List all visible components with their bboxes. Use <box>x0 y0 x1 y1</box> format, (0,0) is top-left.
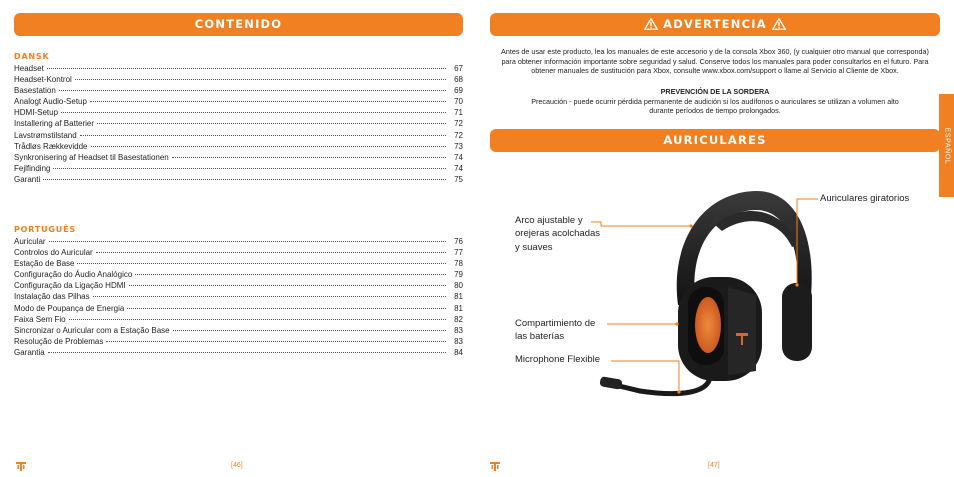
toc-leader-dots <box>96 252 446 253</box>
toc-entry-label: Garantia <box>14 347 45 357</box>
toc-leader-dots <box>69 319 446 320</box>
page-number-right: [47] <box>708 462 720 469</box>
toc-entry-label: Headset <box>14 64 44 73</box>
toc-entry-label: Configuração da Ligação HDMI <box>14 281 126 291</box>
callout-headband <box>515 214 600 254</box>
safety-notice-line: para obtener información importante sobre seguridad y salud. Conserve todos los manuales para poder consultarlos en el futuro. Para <box>501 56 929 66</box>
toc-entry-page: 69 <box>454 86 463 96</box>
toc-leader-dots <box>47 68 446 69</box>
page-number-left: [46] <box>231 462 243 469</box>
safety-notice-line: obtener manuales de sustitución para Xbox, consulte www.xbox.com/support o llame al Servicio al Cliente de Xbox. <box>531 66 899 76</box>
brand-logo-icon <box>16 462 26 471</box>
language-side-tab-label: ESPAÑOL <box>943 127 950 164</box>
toc-entry-page: 80 <box>454 281 463 291</box>
toc-leader-dots <box>53 168 446 169</box>
toc-entry <box>14 236 463 247</box>
toc-entry-label: Fejlfinding <box>14 163 51 173</box>
toc-entry-label: Basestation <box>14 86 56 96</box>
toc-entry <box>14 347 463 358</box>
toc-entry-page: 83 <box>454 336 463 346</box>
callout-line-headband <box>591 222 691 226</box>
toc-entry-page: 72 <box>454 119 463 129</box>
toc-entry-page: 81 <box>454 292 463 302</box>
callout-line: las baterías <box>515 331 565 343</box>
callout-line: y suaves <box>515 241 553 253</box>
section-title-portugues: PORTUGUÊS <box>14 225 76 234</box>
toc-leader-dots <box>106 341 446 342</box>
toc-entry-label: Faixa Sem Fio <box>14 314 66 324</box>
toc-entry <box>14 291 463 302</box>
toc-entry <box>14 280 463 291</box>
toc-leader-dots <box>127 308 446 309</box>
toc-entry <box>14 163 463 174</box>
toc-entry-label: Modo de Poupança de Energia <box>14 303 125 313</box>
toc-entry-page: 77 <box>454 248 463 258</box>
section-title-dansk: DANSK <box>14 52 50 61</box>
toc-leader-dots <box>75 79 446 80</box>
toc-entry-page: 84 <box>454 347 463 357</box>
toc-entry-page: 74 <box>454 163 463 173</box>
toc-entry <box>14 303 463 314</box>
toc-leader-dots <box>61 112 446 113</box>
toc-entry-label: Headset-Kontrol <box>14 75 72 85</box>
toc-entry-label: Sincronizar o Auricular com a Estação Base <box>14 325 170 335</box>
callout-mic <box>515 353 600 366</box>
toc-leader-dots <box>90 101 446 102</box>
toc-list-dansk <box>14 63 463 185</box>
toc-entry-label: HDMI-Setup <box>14 108 59 118</box>
toc-leader-dots <box>135 274 446 275</box>
callout-line-rotating <box>797 199 818 285</box>
toc-leader-dots <box>77 263 446 264</box>
toc-entry-label: Auricular <box>14 237 46 246</box>
toc-entry-page: 72 <box>454 130 463 140</box>
toc-entry-page: 81 <box>454 303 463 313</box>
toc-entry-label: Resolução de Problemas <box>14 336 104 346</box>
toc-entry <box>14 96 463 107</box>
toc-entry-page: 82 <box>454 314 463 324</box>
toc-leader-dots <box>129 285 446 286</box>
callout-line: Auriculares giratorios <box>820 193 910 204</box>
callout-line: Arco ajustable y <box>515 215 583 226</box>
callout-line-mic <box>611 361 679 392</box>
toc-entry <box>14 152 463 163</box>
toc-entry-label: Instalação das Pilhas <box>14 292 90 302</box>
toc-leader-dots <box>49 241 446 242</box>
toc-entry <box>14 325 463 336</box>
toc-entry-page: 73 <box>454 141 463 151</box>
toc-entry <box>14 269 463 280</box>
toc-entry-page: 78 <box>454 259 463 269</box>
toc-entry <box>14 74 463 85</box>
contents-banner: CONTENIDO <box>14 13 463 36</box>
toc-entry-page: 70 <box>454 97 463 107</box>
toc-entry-page: 83 <box>454 325 463 335</box>
toc-entry-label: Trådløs Rækkevidde <box>14 141 88 151</box>
toc-entry-label: Analogt Audio-Setup <box>14 97 87 107</box>
toc-entry-page: 71 <box>454 108 463 118</box>
toc-entry <box>14 85 463 96</box>
hearing-warning-title: PREVENCIÓN DE LA SORDERA <box>660 87 770 96</box>
toc-entry-page: 67 <box>454 64 463 73</box>
toc-entry-label: Estação de Base <box>14 259 75 269</box>
toc-entry-label: Controlos do Auricular <box>14 248 93 258</box>
callout-battery <box>515 317 595 344</box>
brand-logo-icon <box>490 462 500 471</box>
toc-leader-dots <box>91 146 446 147</box>
toc-entry-page: 76 <box>454 237 463 246</box>
toc-leader-dots <box>48 352 446 353</box>
warning-banner-title: ADVERTENCIA <box>663 17 767 31</box>
hearing-warning-line: durante períodos de tiempo prolongados. <box>649 106 781 116</box>
toc-entry-label: Configuração do Áudio Analógico <box>14 270 133 280</box>
callout-rotating <box>820 192 909 205</box>
toc-entry <box>14 130 463 141</box>
callout-line: Compartimiento de <box>515 318 596 329</box>
toc-entry-page: 79 <box>454 270 463 280</box>
toc-entry <box>14 258 463 269</box>
toc-leader-dots <box>97 123 446 124</box>
callout-line: Microphone Flexible <box>515 354 601 365</box>
toc-leader-dots <box>80 135 446 136</box>
hearing-warning-line: Precaución - puede ocurrir pérdida permanente de audición si los audífonos o auriculares se utilizan a volumen alto <box>531 96 899 106</box>
toc-entry <box>14 247 463 258</box>
toc-entry-page: 74 <box>454 152 463 162</box>
toc-leader-dots <box>43 179 446 180</box>
callout-line: orejeras acolchadas <box>515 228 601 240</box>
headset-banner: AURICULARES <box>490 129 940 152</box>
toc-entry <box>14 314 463 325</box>
toc-entry-page: 68 <box>454 75 463 85</box>
toc-leader-dots <box>59 90 446 91</box>
toc-entry-page: 75 <box>454 174 463 184</box>
toc-entry <box>14 336 463 347</box>
toc-leader-dots <box>172 157 446 158</box>
toc-entry <box>14 107 463 118</box>
safety-notice-line: Antes de usar este producto, lea los manuales de este accesorio y de la consola Xbox 360, (y cualquier otro manual que corresponda) <box>501 47 929 56</box>
toc-entry <box>14 118 463 129</box>
toc-entry <box>14 63 463 74</box>
toc-entry <box>14 174 463 185</box>
toc-entry-label: Installering af Batterier <box>14 119 95 129</box>
toc-entry-label: Garanti <box>14 174 41 184</box>
toc-entry-label: Synkronisering af Headset til Basestationen <box>14 152 169 162</box>
toc-list-portugues <box>14 236 463 358</box>
toc-entry <box>14 141 463 152</box>
toc-entry-label: Lavstrømstilstand <box>14 130 77 140</box>
toc-leader-dots <box>93 296 446 297</box>
toc-leader-dots <box>173 330 446 331</box>
